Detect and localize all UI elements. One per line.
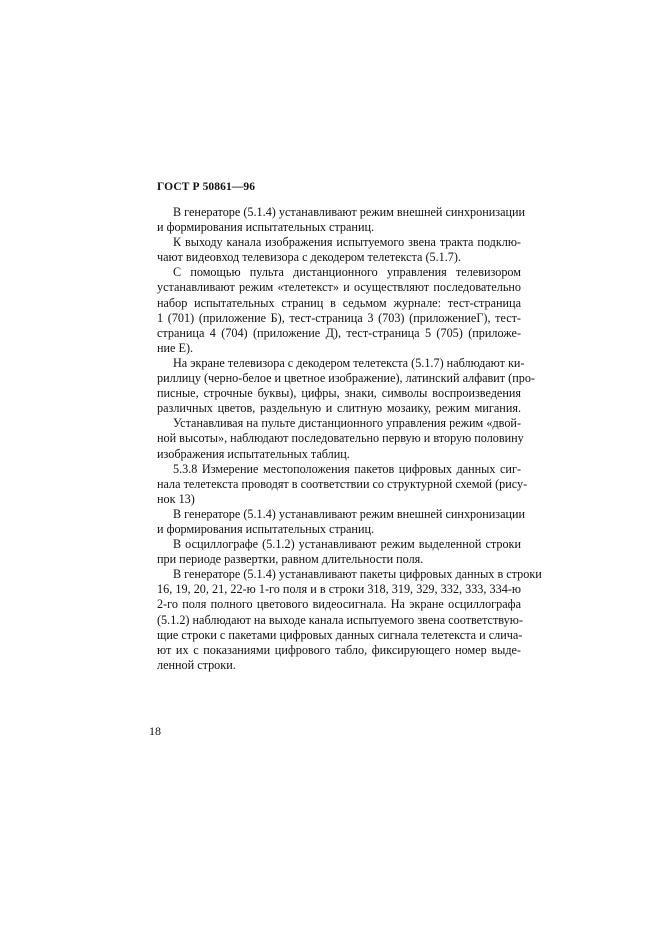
text-line: и формирования испытательных страниц. [157, 220, 375, 235]
text-line: ют их с показаниями цифрового табло, фиксирующего номер выде- [157, 642, 521, 657]
text-line: изображения испытательных таблиц. [157, 446, 350, 461]
text-line: В генераторе (5.1.4) устанавливают режим внешней синхронизации [173, 205, 526, 219]
text-line: при периоде развертки, равном длительности поля. [157, 552, 424, 567]
text-line: В генераторе (5.1.4) устанавливают режим внешней синхронизации [173, 506, 526, 521]
text-line: На экране телевизора с декодером телетекста (5.1.7) наблюдают ки- [173, 355, 525, 370]
text-line: ние Е). [157, 340, 194, 355]
text-line: чают видеовход телевизора с декодером телетекста (5.1.7). [157, 250, 461, 265]
text-line: С помощью пульта дистанционного управления телевизором [173, 265, 521, 280]
text-line: различных цветов, раздельную и слитную мозаику, режим мигания. [157, 401, 521, 416]
text-line: К выходу канала изображения испытуемого звена тракта подклю- [173, 235, 521, 250]
text-line: ленной строки. [157, 657, 236, 672]
text-line: щие строки с пакетами цифровых данных сигнала телетекста и слича- [157, 627, 523, 642]
text-line: 2-го поля полного цветового видеосигнала. На экране осциллографа [157, 597, 521, 612]
text-line: ной высоты», наблюдают последовательно первую и вторую половину [157, 431, 524, 446]
text-line: и формирования испытательных страниц. [157, 521, 375, 536]
text-line: В осциллографе (5.1.2) устанавливают режим выделенной строки [173, 537, 521, 552]
text-line: набор испытательных страниц в седьмом журнале: тест-страница [157, 295, 521, 310]
text-line: В генераторе (5.1.4) устанавливают пакеты цифровых данных в строки [173, 567, 542, 582]
text-line: риллицу (черно-белое и цветное изображение), латинский алфавит (про- [157, 371, 535, 386]
text-line: 16, 19, 20, 21, 22-ю 1-го поля и в строки 318, 319, 329, 332, 333, 334-ю [157, 582, 521, 597]
text-line: нала телетекста проводят в соответствии со структурной схемой (рису- [157, 476, 528, 491]
text-line: (5.1.2) наблюдают на выходе канала испытуемого звена соответствую- [157, 612, 523, 627]
text-line: 5.3.8 Измерение местоположения пакетов цифровых данных сиг- [173, 461, 521, 476]
text-line: Устанавливая на пульте дистанционного управления режим «двой- [173, 416, 521, 431]
text-line: 1 (701) (приложение Б), тест-страница 3 (703) (приложениеГ), тест- [157, 310, 521, 325]
document-header: ГОСТ Р 50861—96 [157, 181, 256, 193]
page-number: 18 [149, 724, 161, 738]
text-line: нок 13) [157, 491, 195, 506]
text-line: писные, строчные буквы), цифры, знаки, символы воспроизведения [157, 386, 521, 401]
document-body [157, 205, 542, 673]
text-line: страница 4 (704) (приложение Д), тест-страница 5 (705) (приложе- [157, 325, 521, 340]
text-line: устанавливают режим «телетекст» и осуществляют последовательно [157, 280, 521, 295]
